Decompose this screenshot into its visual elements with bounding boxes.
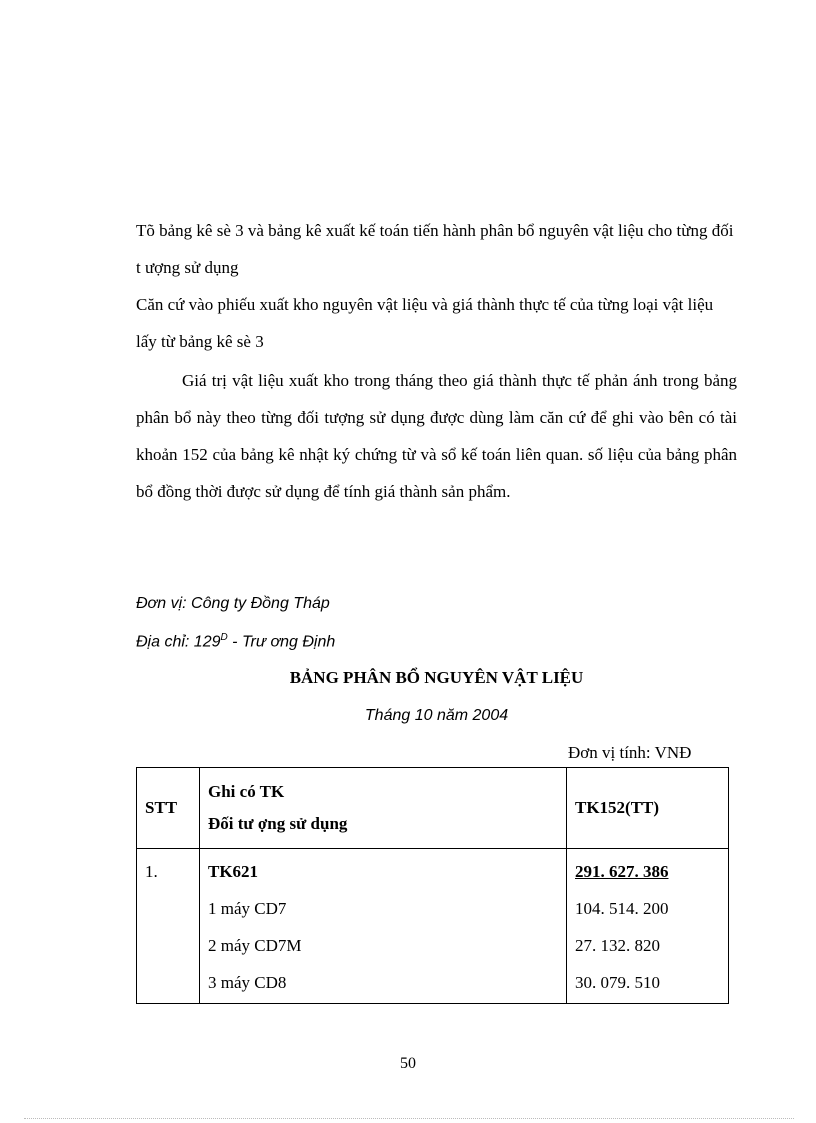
header-stt: STT bbox=[137, 768, 200, 849]
paragraph-value-text: Giá trị vật liệu xuất kho trong tháng theo giá thành thực tế phản ánh trong bảng phân bổ này theo từng đối tượng sử dụng được dùng làm căn cứ để ghi vào bên có tài khoản 152 của bảng kê nhật ký chứng từ và sổ kế toán liên quan. số liệu của bảng phân bổ đồng thời được sử dụng để tính giá thành sản phẩm. bbox=[136, 371, 737, 501]
paragraph-value bbox=[136, 362, 737, 510]
stt-cell bbox=[137, 849, 200, 1004]
address-prefix: Địa chỉ: 129 bbox=[136, 633, 221, 651]
page-bottom-divider bbox=[24, 1118, 794, 1119]
row-value: 27. 132. 820 bbox=[575, 936, 660, 955]
value-cell bbox=[567, 849, 729, 1004]
header-ghi-co-tk: Ghi có TK bbox=[208, 782, 285, 801]
stt-value: 1. bbox=[145, 862, 158, 881]
row-value-total: 291. 627. 386 bbox=[575, 862, 669, 881]
row-label: TK621 bbox=[208, 862, 259, 881]
paragraph-basis: Căn cứ vào phiếu xuất kho nguyên vật liệu và giá thành thực tế của từng loại vật liệu lấy từ bảng kê sè 3 bbox=[136, 295, 714, 351]
row-label: 1 máy CD7 bbox=[208, 899, 287, 918]
account-cell bbox=[200, 849, 567, 1004]
allocation-table bbox=[136, 767, 729, 1004]
header-tk152: TK152(TT) bbox=[567, 768, 729, 849]
header-doi-tuong: Đối tư ợng sử dụng bbox=[208, 814, 348, 833]
table-header-row bbox=[137, 768, 729, 849]
row-label: 2 máy CD7M bbox=[208, 936, 302, 955]
table-subtitle: Tháng 10 năm 2004 bbox=[364, 707, 509, 724]
row-value: 30. 079. 510 bbox=[575, 973, 660, 992]
row-value: 104. 514. 200 bbox=[575, 899, 669, 918]
currency-unit: Đơn vị tính: VNĐ bbox=[568, 743, 692, 762]
company-address bbox=[136, 632, 335, 651]
paragraph-intro: Tõ bảng kê sè 3 và bảng kê xuất kế toán tiến hành phân bổ nguyên vật liệu cho từng đối t ượng sử dụng bbox=[136, 221, 734, 277]
row-label: 3 máy CD8 bbox=[208, 973, 287, 992]
address-suffix: - Trư ơng Định bbox=[227, 633, 336, 651]
address-superscript: D bbox=[220, 632, 228, 643]
company-unit: Đơn vị: Công ty Đồng Tháp bbox=[136, 595, 330, 612]
header-account bbox=[200, 768, 567, 849]
table-body-row bbox=[137, 849, 729, 1004]
page-number: 50 bbox=[400, 1055, 416, 1072]
table-title: BẢNG PHÂN BỔ NGUYÊN VẬT LIỆU bbox=[289, 668, 584, 687]
